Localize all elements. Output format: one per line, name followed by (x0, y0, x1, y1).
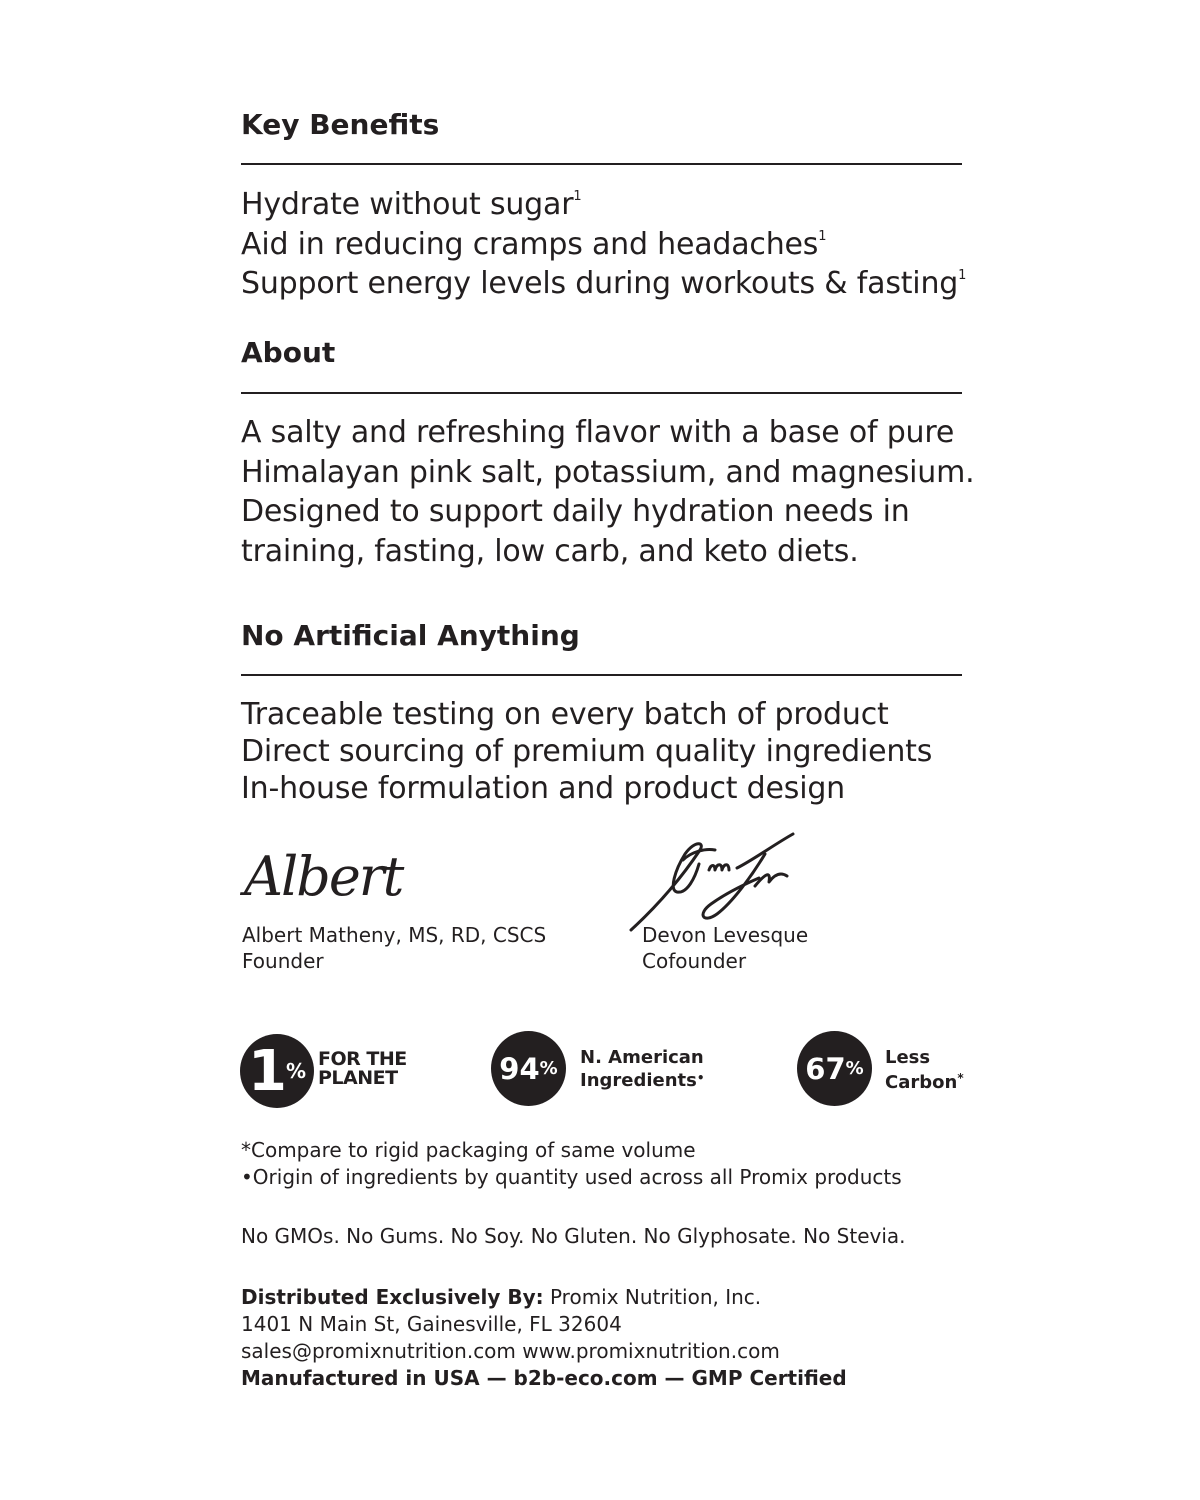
signer-caption (642, 922, 808, 974)
distribution-info (241, 1284, 847, 1392)
divider (241, 392, 962, 394)
badge-symbol: % (285, 1059, 306, 1083)
list-item: Direct sourcing of premium quality ingredients (241, 734, 933, 769)
about-text (241, 413, 1001, 571)
carbon-label (885, 1047, 964, 1093)
badge-number: 1 (247, 1038, 285, 1104)
list-item: Hydrate without sugar$^1$ (241, 187, 582, 222)
badge-line: Less (885, 1047, 931, 1068)
divider (241, 674, 962, 676)
badge-number: 67 (805, 1051, 846, 1086)
divider (241, 163, 962, 165)
text-line: Designed to support daily hydration needs in (241, 494, 910, 529)
badge-line: PLANET (318, 1067, 398, 1089)
list-item: Traceable testing on every batch of product (241, 697, 889, 732)
one-percent-label (318, 1050, 407, 1088)
signature-text: Albert (244, 845, 403, 908)
key-benefits-list (241, 185, 1001, 304)
no-ingredients-list: No GMOs. No Gums. No Soy. No Gluten. No Glyphosate. No Stevia. (241, 1224, 906, 1248)
badge-symbol: % (845, 1058, 864, 1079)
list-item: Aid in reducing cramps and headaches$^1$ (241, 226, 827, 262)
devon-signature (625, 830, 800, 935)
badge-line: N. American (580, 1047, 704, 1068)
footnotes (241, 1137, 902, 1191)
badge-number: 94 (499, 1051, 540, 1086)
list-item: Support energy levels during workouts & fasting$^1$ (241, 266, 967, 301)
about-heading: About (241, 336, 336, 369)
badge-line: FOR THE (318, 1048, 407, 1070)
manufactured-line: Manufactured in USA — b2b-eco.com — GMP Certified (241, 1366, 847, 1390)
one-percent-badge-icon (240, 1034, 314, 1108)
badge-symbol: % (539, 1058, 558, 1079)
text-line: Himalayan pink salt, potassium, and magnesium. (241, 454, 975, 490)
no-artificial-list (241, 696, 1001, 807)
list-item: In-house formulation and product design (241, 771, 845, 806)
text-line: training, fasting, low carb, and keto diets. (241, 533, 859, 569)
signer-title: Cofounder (642, 949, 747, 973)
badge-line: Ingredients• (580, 1070, 705, 1091)
text-line: A salty and refreshing flavor with a base of pure (241, 415, 955, 450)
address-line: 1401 N Main St, Gainesville, FL 32604 (241, 1312, 622, 1336)
badge-line: Carbon* (885, 1071, 964, 1093)
carbon-badge-icon (797, 1031, 872, 1106)
signer-title: Founder (242, 949, 324, 973)
american-label (580, 1047, 705, 1091)
key-benefits-heading: Key Benefits (241, 108, 440, 141)
contact-line: sales@promixnutrition.com www.promixnutrition.com (241, 1339, 780, 1363)
footnote: •Origin of ingredients by quantity used across all Promix products (241, 1165, 902, 1189)
footnote: *Compare to rigid packaging of same volume (241, 1138, 696, 1162)
signer-name: Devon Levesque (642, 923, 809, 947)
albert-signature (240, 840, 450, 910)
no-artificial-heading: No Artificial Anything (241, 619, 580, 652)
signer-caption (242, 922, 546, 974)
distributor-line: Distributed Exclusively By: Promix Nutrition, Inc. (241, 1285, 762, 1309)
signer-name: Albert Matheny, MS, RD, CSCS (242, 923, 547, 947)
american-badge-icon (491, 1031, 566, 1106)
